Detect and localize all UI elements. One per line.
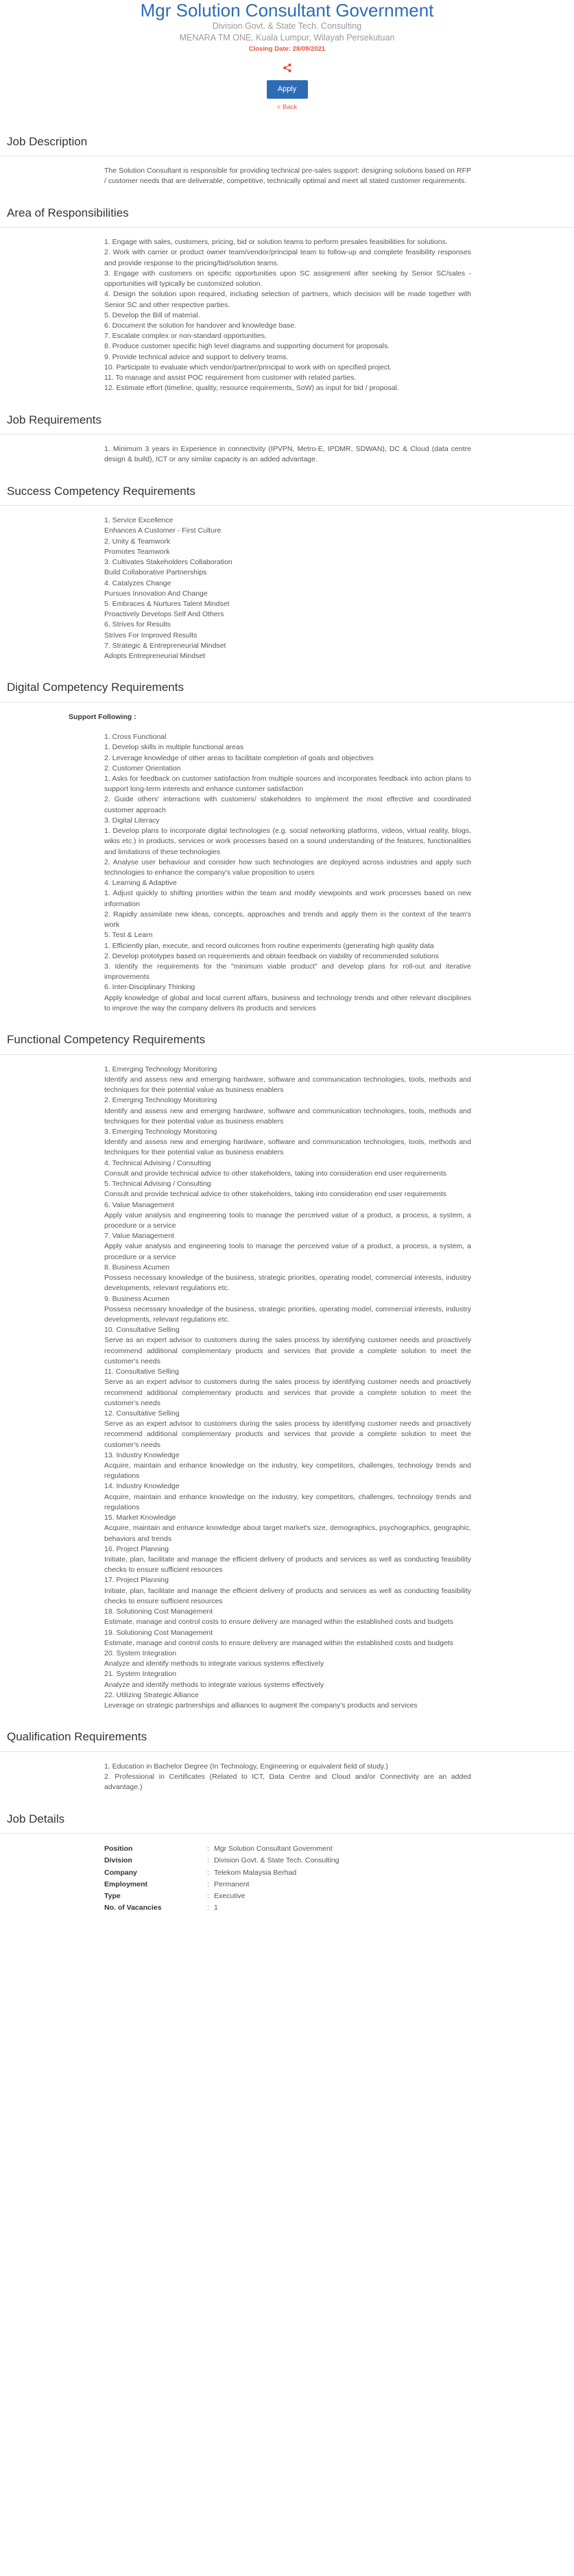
- functional-competency-list: [104, 1065, 471, 1712]
- list-item: [104, 1200, 471, 1232]
- list-item: [104, 1179, 471, 1200]
- competency-title: 7. Strategic & Entrepreneurial Mindset: [104, 641, 226, 650]
- competency-description: Proactively Develops Self And Others: [104, 610, 224, 619]
- competency-line: 1. Develop skills in multiple functional areas: [104, 743, 244, 752]
- competency-description: Enhances A Customer - First Culture: [104, 526, 222, 535]
- job-details-section: [0, 1811, 574, 1915]
- list-item: 5. Develop the Bill of material.: [104, 311, 200, 319]
- responsibilities-section: [0, 205, 574, 394]
- competency-title: 6. Value Management: [104, 1200, 174, 1209]
- qualification-heading: Qualification Requirements: [0, 1729, 574, 1752]
- detail-separator: :: [207, 1868, 209, 1877]
- competency-title: 2. Unity & Teamwork: [104, 537, 171, 546]
- detail-separator: :: [207, 1904, 209, 1912]
- success-competency-list: [104, 515, 471, 661]
- detail-value: Executive: [214, 1892, 246, 1901]
- competency-description: Adopts Entrepreneurial Mindset: [104, 652, 206, 661]
- list-item: [104, 1065, 471, 1096]
- competency-description: Strives For Improved Results: [104, 631, 198, 640]
- location-text: MENARA TM ONE, Kuala Lumpur, Wilayah Persekutuan: [179, 33, 395, 42]
- competency-title: 4. Technical Advising / Consulting: [104, 1158, 211, 1167]
- competency-description: Analyze and identify methods to integrate various systems effectively: [104, 1680, 324, 1689]
- competency-description: Serve as an expert advisor to customers during the sales process by identifying customer needs and proactively recommend additional complementary products and services that provide a complete solution to meet the customer's needs: [104, 1336, 471, 1365]
- digital-competency-heading: Digital Competency Requirements: [0, 679, 574, 703]
- list-item: 10. Participate to evaluate which vendor/partner/principal to work with on specified project.: [104, 363, 392, 372]
- competency-line: 2. Rapidly assimilate new ideas, concepts, approaches and trends and apply them in the context of the team's work: [104, 910, 471, 929]
- list-item: [104, 1095, 471, 1127]
- competency-title: 22. Utilizing Strategic Alliance: [104, 1690, 199, 1699]
- detail-value: Permanent: [214, 1880, 250, 1888]
- job-requirements-list: [104, 444, 471, 465]
- responsibilities-list: [104, 237, 471, 393]
- list-item: [104, 816, 471, 878]
- list-item: [104, 1544, 471, 1576]
- competency-description: Initiate, plan, facilitate and manage the efficient delivery of products and services as well as conducting feasibility checks to ensure sufficient resources: [104, 1586, 471, 1605]
- job-header: [0, 0, 574, 112]
- list-item: [104, 1325, 471, 1367]
- list-item: [104, 620, 471, 640]
- qualification-list: [104, 1762, 471, 1793]
- qualification-section: [0, 1729, 574, 1793]
- competency-title: 7. Value Management: [104, 1232, 174, 1241]
- detail-value: Division Govt. & State Tech. Consulting: [214, 1856, 339, 1865]
- list-item: [104, 537, 471, 557]
- list-item: 1. Education in Bachelor Degree (In Technology, Engineering or equivalent field of study.): [104, 1762, 388, 1771]
- detail-value: Telekom Malaysia Berhad: [214, 1868, 297, 1877]
- list-item: 2. Professional in Certificates (Related to ICT, Data Centre and Cloud and/or Connectivity are an added advantage.): [104, 1773, 471, 1792]
- competency-description: Identify and assess new and emerging hardware, software and communication technologies, tools, methods and techniques for their potential value as business enablers: [104, 1075, 471, 1095]
- competency-title: 4. Catalyzes Change: [104, 579, 171, 587]
- list-item: [104, 1263, 471, 1294]
- list-item: [104, 599, 471, 620]
- detail-key: Employment: [104, 1880, 148, 1888]
- functional-competency-heading: Functional Competency Requirements: [0, 1032, 574, 1055]
- list-item: 2. Work with carrier or product owner team/vendor/principal team to follow-up and complete feasibility responses and provide response to the pricing/bid/solution teams.: [104, 248, 471, 267]
- competency-title: 10. Consultative Selling: [104, 1326, 180, 1335]
- list-item: [104, 1294, 471, 1326]
- competency-title: 19. Solutioning Cost Management: [104, 1628, 213, 1637]
- competency-title: 14. Industry Knowledge: [104, 1482, 180, 1491]
- competency-line: 3. Identify the requirements for the "minimum viable product" and develop plans for roll-out and iterative improvements: [104, 962, 471, 982]
- competency-title: 18. Solutioning Cost Management: [104, 1607, 213, 1616]
- competency-description: Identify and assess new and emerging hardware, software and communication technologies, tools, methods and techniques for their potential value as business enablers: [104, 1106, 471, 1126]
- competency-title: 5. Embraces & Nurtures Talent Mindset: [104, 600, 230, 608]
- list-item: [104, 1649, 471, 1669]
- competency-description: Estimate, manage and control costs to ensure delivery are managed within the established costs and budgets: [104, 1618, 453, 1627]
- detail-row: [104, 1902, 339, 1914]
- competency-description: Consult and provide technical advice to other stakeholders, taking into consideration end user requirements: [104, 1190, 447, 1199]
- list-item: [104, 1575, 471, 1607]
- job-details-heading: Job Details: [0, 1811, 574, 1834]
- competency-title: 3. Digital Literacy: [104, 816, 160, 825]
- competency-description: Apply value analysis and engineering tools to manage the perceived value of a product, a process, a system, a procedure or a service: [104, 1211, 471, 1230]
- competency-line: 1. Efficiently plan, execute, and record outcomes from routine experiments (generating high quality data: [104, 941, 434, 950]
- list-item: [104, 1409, 471, 1450]
- competency-description: Acquire, maintain and enhance knowledge on the industry, key competitors, challenges, technology trends and regulations: [104, 1492, 471, 1511]
- list-item: [104, 1158, 471, 1179]
- list-item: [104, 764, 471, 816]
- competency-title: 2. Customer Orientation: [104, 764, 181, 773]
- competency-line: 1. Develop plans to incorporate digital technologies (e.g. social networking platforms, videos, virtual reality, blogs, wikis etc.) in products, services or work processes based on a sound understanding of the features, functionalities and limitations of these technologies: [104, 827, 471, 856]
- detail-key: No. of Vacancies: [104, 1904, 162, 1912]
- detail-value: Mgr Solution Consultant Government: [214, 1845, 333, 1854]
- job-details-table: [104, 1843, 339, 1914]
- detail-separator: :: [207, 1856, 209, 1865]
- list-item: 3. Engage with customers on specific opportunities upon SC assignment after seeking by Senior SC/sales - opportunities will typically be customized solution.: [104, 269, 471, 289]
- competency-line: 2. Leverage knowledge of other areas to facilitate completion of goals and objectives: [104, 753, 374, 762]
- job-description-heading: Job Description: [0, 134, 574, 157]
- list-item: [104, 930, 471, 982]
- functional-competency-section: [0, 1032, 574, 1711]
- competency-line: 2. Develop prototypes based on requirements and obtain feedback on viability of recommended solutions: [104, 951, 439, 960]
- job-description-section: [0, 134, 574, 187]
- list-item: [104, 579, 471, 599]
- detail-key: Type: [104, 1892, 121, 1901]
- competency-description: Acquire, maintain and enhance knowledge on the industry, key competitors, challenges, technology trends and regulations: [104, 1461, 471, 1481]
- list-item: [104, 515, 471, 536]
- competency-title: 9. Business Acumen: [104, 1294, 170, 1303]
- list-item: 1. Minimum 3 years in Experience in connectivity (IPVPN, Metro-E, IPDMR, SDWAN), DC & Cloud (data centre design & build), ICT or any similar capacity is an added advantage.: [104, 445, 471, 464]
- list-item: [104, 1607, 471, 1627]
- success-competency-section: [0, 483, 574, 662]
- competency-description: Analyze and identify methods to integrate various systems effectively: [104, 1660, 324, 1668]
- detail-row: [104, 1867, 339, 1879]
- competency-title: 16. Project Planning: [104, 1544, 169, 1553]
- competency-description: Initiate, plan, facilitate and manage the efficient delivery of products and services as well as conducting feasibility checks to ensure sufficient resources: [104, 1555, 471, 1575]
- detail-row: [104, 1879, 339, 1891]
- competency-line: 1. Adjust quickly to shifting priorities within the team and modify viewpoints and work processes based on new information: [104, 889, 471, 908]
- responsibilities-heading: Area of Responsibilities: [0, 205, 574, 228]
- detail-separator: :: [207, 1892, 209, 1901]
- detail-value: 1: [214, 1904, 218, 1912]
- competency-description: Estimate, manage and control costs to ensure delivery are managed within the established costs and budgets: [104, 1638, 453, 1647]
- list-item: 1. Engage with sales, customers, pricing, bid or solution teams to perform presales feasibilities for solutions.: [104, 238, 448, 247]
- list-item: [104, 557, 471, 578]
- division-text: Division Govt. & State Tech. Consulting: [212, 21, 362, 31]
- competency-description: Possess necessary knowledge of the business, strategic priorities, operating model, commercial interests, industry developments, relevant regulations etc.: [104, 1304, 471, 1324]
- list-item: [104, 982, 471, 1014]
- competency-title: 2. Emerging Technology Monitoring: [104, 1096, 217, 1105]
- support-following-label: Support Following :: [69, 712, 136, 721]
- closing-date: Closing Date: 28/09/2021: [248, 45, 326, 53]
- competency-title: 15. Market Knowledge: [104, 1514, 176, 1522]
- competency-description: Promotes Teamwork: [104, 547, 170, 556]
- competency-title: 13. Industry Knowledge: [104, 1450, 180, 1459]
- list-item: [104, 878, 471, 930]
- list-item: [104, 1450, 471, 1482]
- competency-description: Leverage on strategic partnerships and alliances to augment the company's products and services: [104, 1701, 418, 1710]
- competency-title: 1. Service Excellence: [104, 516, 174, 525]
- competency-line: 2. Guide others' interactions with customers/ stakeholders to implement the most effective and coordinated customer approach: [104, 795, 471, 814]
- competency-description: Possess necessary knowledge of the business, strategic priorities, operating model, commercial interests, industry developments, relevant regulations etc.: [104, 1274, 471, 1293]
- competency-title: 1. Emerging Technology Monitoring: [104, 1065, 217, 1073]
- list-item: 6. Document the solution for handover and knowledge base.: [104, 321, 297, 330]
- competency-title: 11. Consultative Selling: [104, 1368, 179, 1376]
- competency-title: 3. Emerging Technology Monitoring: [104, 1128, 217, 1137]
- competency-description: Apply value analysis and engineering tools to manage the perceived value of a product, a process, a system, a procedure or a service: [104, 1242, 471, 1261]
- list-item: [104, 1513, 471, 1544]
- competency-title: 20. System Integration: [104, 1649, 177, 1657]
- competency-description: Acquire, maintain and enhance knowledge about target market's size, demographics, psychographics, geographic, behaviors and trends: [104, 1524, 471, 1543]
- competency-title: 4. Learning & Adaptive: [104, 879, 177, 888]
- competency-description: Build Collaborative Partnerships: [104, 568, 207, 577]
- job-description-text: The Solution Consultant is responsible for providing technical pre-sales support: designing solutions based on RFP / customer needs that are deliverable, competitive, technically optimal and meet all stated customer requirements.: [104, 167, 471, 186]
- success-competency-heading: Success Competency Requirements: [0, 483, 574, 507]
- detail-separator: :: [207, 1845, 209, 1854]
- competency-title: 5. Technical Advising / Consulting: [104, 1180, 211, 1189]
- competency-description: Serve as an expert advisor to customers during the sales process by identifying customer needs and proactively recommend additional complementary products and services that provide a complete solution to meet the customer's needs: [104, 1378, 471, 1407]
- competency-line: 2. Analyse user behaviour and consider how such technologies are deployed across industries and apply such technologies to enhance the company's value proposition to users: [104, 858, 471, 877]
- list-item: [104, 1481, 471, 1513]
- list-item: [104, 1669, 471, 1690]
- list-item: [104, 1628, 471, 1649]
- competency-description: Serve as an expert advisor to customers during the sales process by identifying customer needs and proactively recommend additional complementary products and services that provide a complete solution to meet the customer's needs: [104, 1420, 471, 1449]
- job-requirements-heading: Job Requirements: [0, 412, 574, 435]
- detail-key: Company: [104, 1868, 137, 1877]
- list-item: [104, 732, 471, 764]
- competency-title: 17. Project Planning: [104, 1576, 169, 1585]
- list-item: 7. Escalate complex or non-standard opportunities.: [104, 332, 267, 341]
- competency-title: 8. Business Acumen: [104, 1263, 170, 1272]
- detail-separator: :: [207, 1880, 209, 1888]
- back-link[interactable]: < Back: [276, 103, 298, 111]
- list-item: 9. Provide technical advice and support to delivery teams.: [104, 352, 289, 361]
- competency-line: 1. Asks for feedback on customer satisfaction from multiple sources and incorporates feedback into action plans to support long-term interests and enhance customer satisfaction: [104, 775, 471, 794]
- job-requirements-section: [0, 412, 574, 465]
- share-icon[interactable]: [283, 63, 292, 73]
- digital-competency-list: [104, 732, 471, 1014]
- detail-key: Position: [104, 1845, 133, 1854]
- detail-key: Division: [104, 1856, 132, 1865]
- list-item: 4. Design the solution upon required, including selection of partners, which decision will be made together with Senior SC and other respective parties.: [104, 290, 471, 309]
- competency-title: 6. Inter-Disciplinary Thinking: [104, 983, 195, 992]
- competency-title: 21. System Integration: [104, 1670, 177, 1679]
- digital-competency-section: [0, 679, 574, 1014]
- detail-row: [104, 1843, 339, 1855]
- detail-row: [104, 1855, 339, 1867]
- competency-title: 1. Cross Functional: [104, 733, 167, 742]
- list-item: 12. Estimate effort (timeline, quality, resource requirements, SoW) as input for bid / proposal.: [104, 384, 399, 393]
- competency-description: Pursues Innovation And Change: [104, 589, 208, 598]
- detail-row: [104, 1891, 339, 1902]
- competency-title: 6. Strives for Results: [104, 620, 171, 629]
- competency-title: 3. Cultivates Stakeholders Collaboration: [104, 558, 232, 567]
- list-item: 11. To manage and assist POC requirement from customer with related parties.: [104, 374, 357, 382]
- page-title: Mgr Solution Consultant Government: [140, 0, 434, 21]
- list-item: [104, 1367, 471, 1409]
- competency-line: Apply knowledge of global and local current affairs, business and technology trends and other relevant disciplines to improve the way the company delivers its products and services: [104, 993, 471, 1012]
- list-item: [104, 1127, 471, 1158]
- competency-title: 12. Consultative Selling: [104, 1409, 180, 1418]
- competency-title: 5. Test & Learn: [104, 931, 153, 940]
- apply-button[interactable]: Apply: [267, 80, 308, 99]
- list-item: [104, 641, 471, 661]
- list-item: [104, 1231, 471, 1263]
- list-item: 8. Produce customer specific high level diagrams and supporting document for proposals.: [104, 342, 390, 351]
- competency-description: Consult and provide technical advice to other stakeholders, taking into consideration end user requirements: [104, 1169, 447, 1178]
- list-item: [104, 1690, 471, 1711]
- competency-description: Identify and assess new and emerging hardware, software and communication technologies, tools, methods and techniques for their potential value as business enablers: [104, 1138, 471, 1157]
